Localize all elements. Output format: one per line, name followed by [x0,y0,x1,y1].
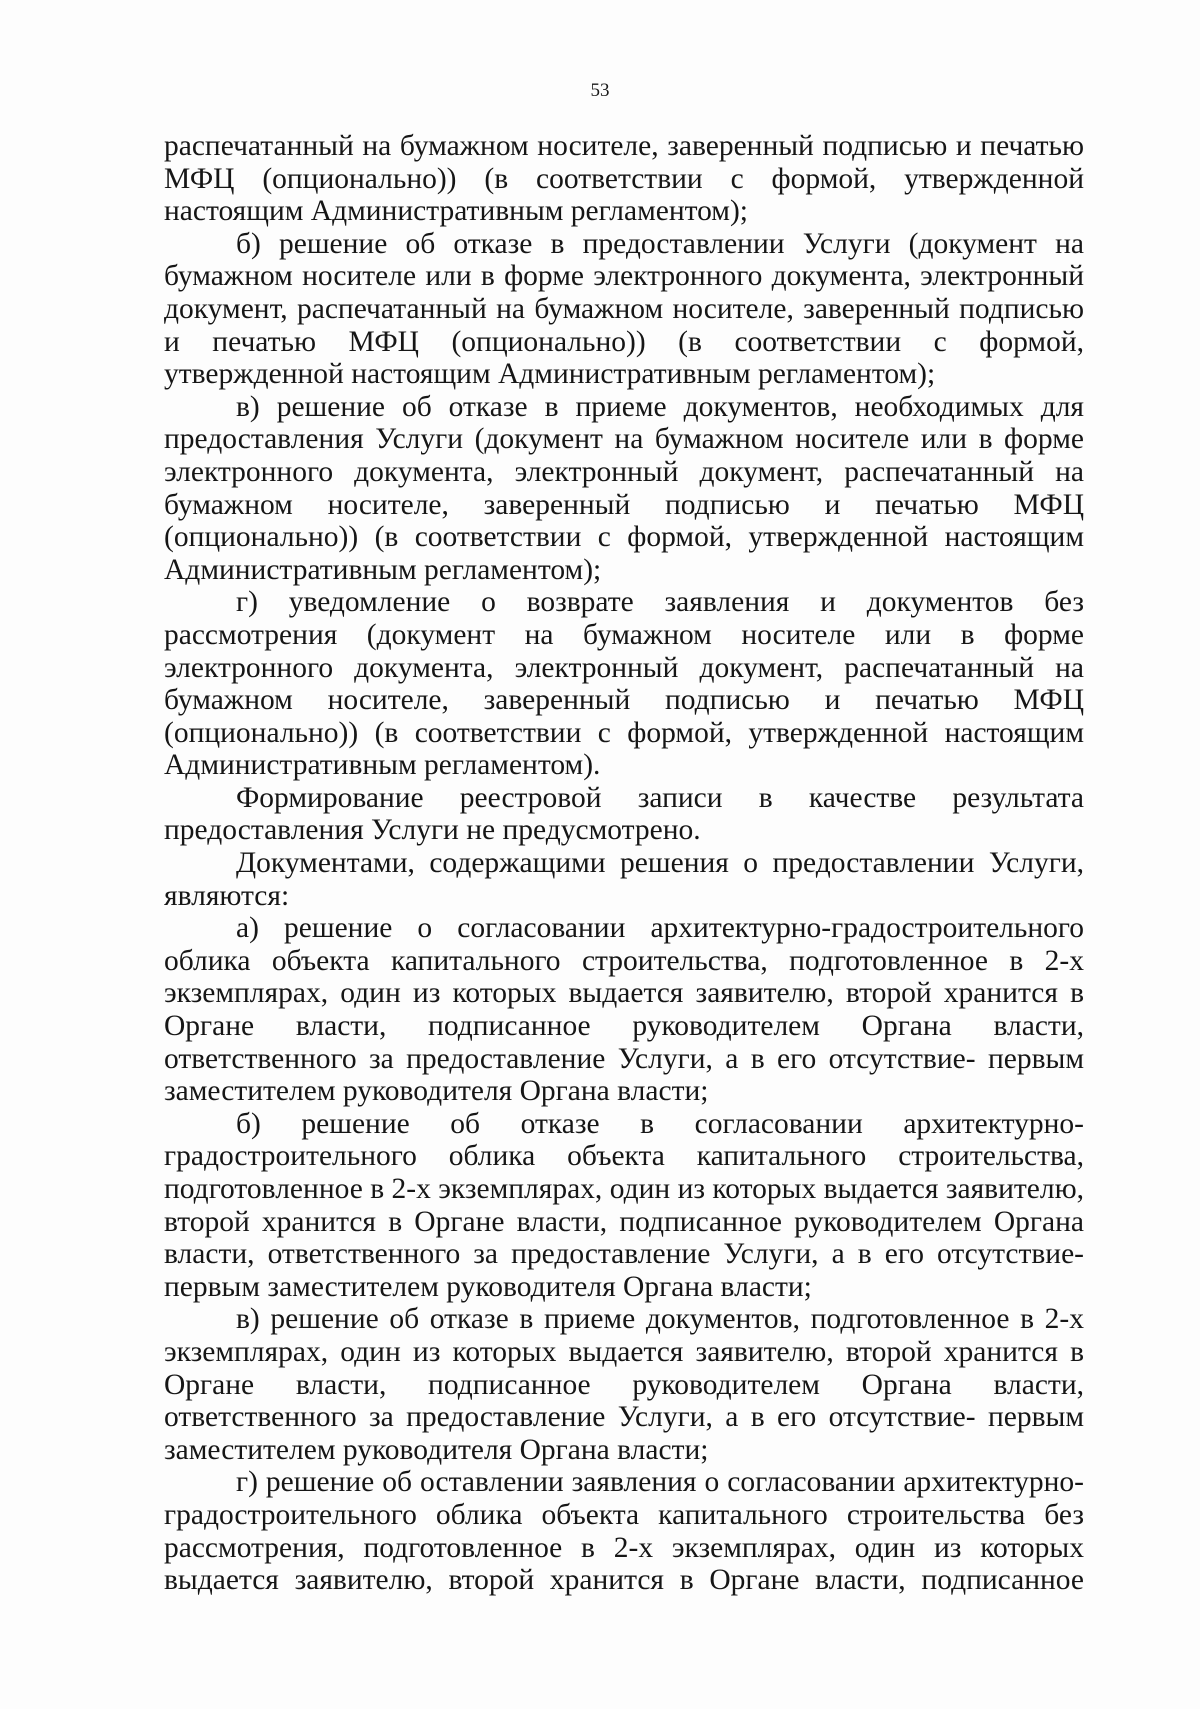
document-body [164,130,1084,1597]
paragraph-item-g: г) уведомление о возврате заявления и документов без рассмотрения (документ на бумажном носителе или в форме электронного документа, электронный документ, распечатанный на бумажном носителе, заверенный подписью и печатью МФЦ (опционально)) (в соответствии с формой, утвержденной настоящим Административным регламентом). [164,586,1084,782]
paragraph-item-b: б) решение об отказе в предоставлении Услуги (документ на бумажном носителе или в форме электронного документа, электронный документ, распечатанный на бумажном носителе, заверенный подписью и печатью МФЦ (опционально)) (в соответствии с формой, утвержденной настоящим Административным регламентом); [164,227,1084,391]
paragraph-item-v: в) решение об отказе в приеме документов, необходимых для предоставления Услуги (документ на бумажном носителе или в форме электронного документа, электронный документ, распечатанный на бумажном носителе, заверенный подписью и печатью МФЦ (опционально)) (в соответствии с формой, утвержденной настоящим Административным регламентом); [164,390,1084,586]
paragraph-continuation: распечатанный на бумажном носителе, заверенный подписью и печатью МФЦ (опционально)) (в соответствии с формой, утвержденной настоящим Административным регламентом); [164,130,1084,228]
paragraph-registry-note: Формирование реестровой записи в качестве результата предоставления Услуги не предусмотрено. [164,781,1084,847]
page-number: 53 [590,80,610,101]
paragraph-decision-g: г) решение об оставлении заявления о согласовании архитектурно-градостроительного облика объекта капитального строительства без рассмотрения, подготовленное в 2-х экземплярах, один из которых выдается заявителю, второй хранится в Органе власти, подписанное [164,1466,1084,1597]
paragraph-decision-b: б) решение об отказе в согласовании архитектурно-градостроительного облика объекта капитального строительства, подготовленное в 2-х экземплярах, один из которых выдается заявителю, второй хранится в Органе власти, подписанное руководителем Органа власти, ответственного за предоставление Услуги, а в его отсутствие-первым заместителем руководителя Органа власти; [164,1107,1084,1303]
paragraph-decision-a: а) решение о согласовании архитектурно-градостроительного облика объекта капитального строительства, подготовленное в 2-х экземплярах, один из которых выдается заявителю, второй хранится в Органе власти, подписанное руководителем Органа власти, ответственного за предоставление Услуги, а в его отсутствие- первым заместителем руководителя Органа власти; [164,912,1084,1108]
paragraph-documents-intro: Документами, содержащими решения о предоставлении Услуги, являются: [164,847,1084,912]
paragraph-decision-v: в) решение об отказе в приеме документов, подготовленное в 2-х экземплярах, один из которых выдается заявителю, второй хранится в Органе власти, подписанное руководителем Органа власти, ответственного за предоставление Услуги, а в его отсутствие- первым заместителем руководителя Органа власти; [164,1303,1084,1466]
